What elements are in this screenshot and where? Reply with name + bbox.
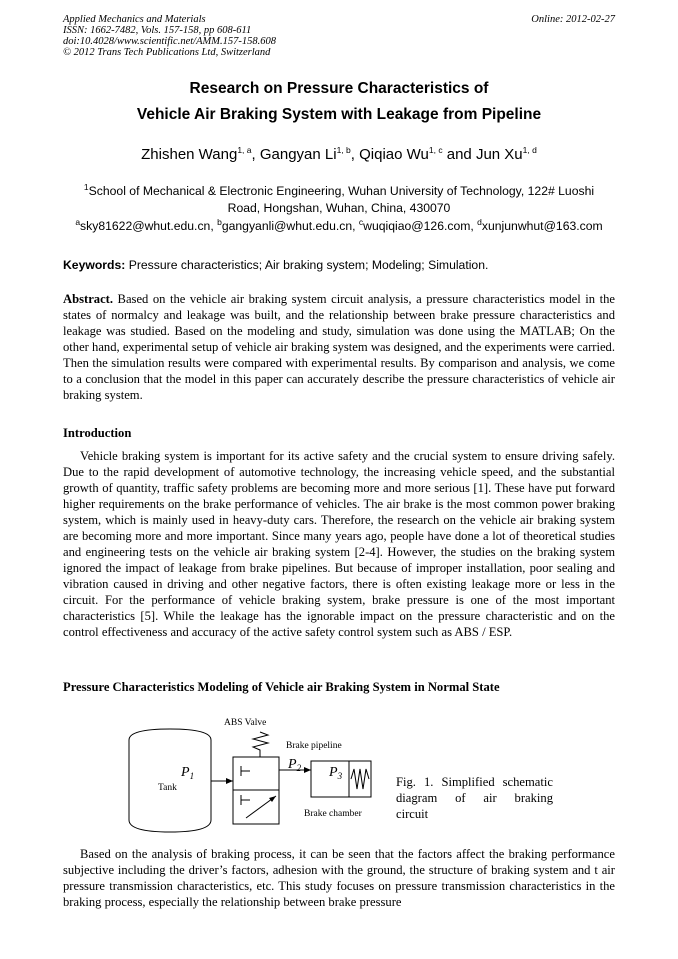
author-name: Gangyan Li (259, 146, 337, 163)
author-separator: , (350, 146, 360, 163)
email-address[interactable]: wuqiqiao@126.com (363, 219, 471, 233)
valve-flow-arrow (269, 796, 276, 802)
caption-line: Fig. 1. Simplified schematic (396, 775, 553, 789)
email-sup: b (217, 216, 222, 227)
pressure-p2 (287, 757, 302, 773)
abstract-text: Based on the vehicle air braking system circuit analysis, a pressure characteristics model in the states of normalcy and leakage was built, and the relationship between brake pressure characteristics and leakage was studied. Based on the modeling and study, simulation was done using the MATLAB; On the other hand, experimental setup of vehicle air braking system was designed, and the experiments were carried. Then the simulation results were compared with experimental results. By comparison and analysis, we come to a conclusion that the model in this paper can accurately describe the pressure characteristics of vehicle air braking system. (63, 292, 615, 402)
author-separator: , (251, 146, 260, 163)
affiliation-line2: Road, Hongshan, Wuhan, China, 430070 (227, 201, 451, 215)
email-separator: , (210, 219, 218, 233)
author-name: Jun Xu (475, 146, 523, 163)
email-sup: d (477, 216, 482, 227)
email-sup: a (75, 216, 81, 227)
pressure-p1 (180, 765, 194, 781)
author-affil-sup: 1, a (237, 145, 252, 155)
analysis-paragraph: Based on the analysis of braking process, it can be seen that the factors affect the braking performance subjective including the driver’s factors, adhesion with the ground, the structure of braking system and t air pressure transmission characteristics, etc. This study focuses on pressure transmission characteristics in the braking process, especially the relationship between brake pressure (63, 847, 615, 909)
online-date: Online: 2012-02-27 (531, 14, 615, 25)
affiliation (63, 183, 615, 217)
author-list (63, 146, 615, 163)
p2-subscript: 2 (296, 763, 302, 773)
journal-name: Applied Mechanics and Materials (63, 14, 206, 25)
valve-spring (253, 732, 268, 757)
p3-subscript: 3 (337, 771, 343, 781)
journal-doi: doi:10.4028/www.scientific.net/AMM.157-158.608 (63, 36, 276, 47)
email-address[interactable]: sky81622@whut.edu.cn (80, 219, 211, 233)
brake-chamber-label: Brake chamber (304, 809, 362, 819)
brake-pipeline-arrow (304, 767, 311, 773)
caption-line: diagram of air braking (396, 791, 553, 805)
author-separator: and (442, 146, 476, 163)
brake-pipeline-label: Brake pipeline (286, 741, 342, 751)
abs-valve-label: ABS Valve (224, 718, 267, 728)
tank-label: Tank (158, 783, 177, 793)
journal-header (63, 14, 615, 58)
p2-symbol: P (288, 757, 297, 772)
author-affil-sup: 1, c (428, 145, 443, 155)
email-separator: , (352, 219, 359, 233)
introduction-text: Vehicle braking system is important for its active safety and the crucial system to ensure driving safely. Due to the rapid development of automotive technology, the increasing vehicle speed, and the substantial growth of quantity, traffic safety problems are becoming more and more serious [1]. These have put forward higher requirements on the brake performance of vehicles. The air brake is the most common power braking system, which is mainly used in heavy-duty cars. Therefore, the research on the vehicle air braking system are becoming more and more important. Since many years ago, people have done a lot of theoretical studies and engineering tests on the vehicle air braking system [2-4]. However, the studies on the braking system ignored the impact of leakage from brake pipelines. But because of improper installation, poor sealing and vibration caused in driving and other negative factors, there is often existing leakage more or less in the circuit. For the performance of vehicle braking system, brake pressure is one of the most important characteristics [5]. While the leakage has the ignorable impact on the pressure characteristic and on the control effectiveness and accuracy of the active safety control system such as ABS / ESP. (63, 449, 615, 639)
author-affil-sup: 1, b (336, 145, 351, 155)
caption-line: circuit (396, 807, 429, 821)
braking-circuit-diagram (128, 712, 390, 834)
email-list (63, 216, 615, 233)
keywords-text: Pressure characteristics; Air braking system; Modeling; Simulation. (125, 258, 489, 272)
section2-heading: Pressure Characteristics Modeling of Vehicle air Braking System in Normal State (63, 680, 500, 694)
pressure-p3 (328, 765, 343, 781)
keywords (63, 258, 615, 272)
email-address[interactable]: xunjunwhut@163.com (481, 219, 603, 233)
author-name: Zhishen Wang (141, 146, 238, 163)
paper-title-line1: Research on Pressure Characteristics of (189, 80, 489, 97)
affiliation-line1: School of Mechanical & Electronic Engineering, Wuhan University of Technology, 122# Luoshi (88, 184, 595, 198)
author-affil-sup: 1, d (522, 145, 537, 155)
tank-shape (129, 729, 211, 832)
journal-copyright: © 2012 Trans Tech Publications Ltd, Switzerland (63, 47, 271, 58)
abstract-label: Abstract. (63, 292, 114, 306)
email-address[interactable]: gangyanli@whut.edu.cn (221, 219, 353, 233)
author-name: Qiqiao Wu (359, 146, 429, 163)
journal-issn: ISSN: 1662-7482, Vols. 157-158, pp 608-611 (63, 25, 252, 36)
p3-symbol: P (329, 765, 338, 780)
p1-subscript: 1 (189, 771, 195, 781)
paper-title-line2: Vehicle Air Braking System with Leakage from Pipeline (136, 106, 542, 123)
tank-outlet-arrow (226, 778, 233, 784)
keywords-label: Keywords: (63, 258, 126, 272)
email-separator: , (470, 219, 478, 233)
introduction-heading: Introduction (63, 426, 132, 440)
brake-chamber-spring (351, 769, 369, 789)
abstract (63, 291, 615, 403)
affiliation-sup: 1 (83, 181, 89, 192)
email-sup: c (358, 216, 364, 227)
figure-caption (396, 774, 553, 822)
p1-symbol: P (181, 765, 190, 780)
